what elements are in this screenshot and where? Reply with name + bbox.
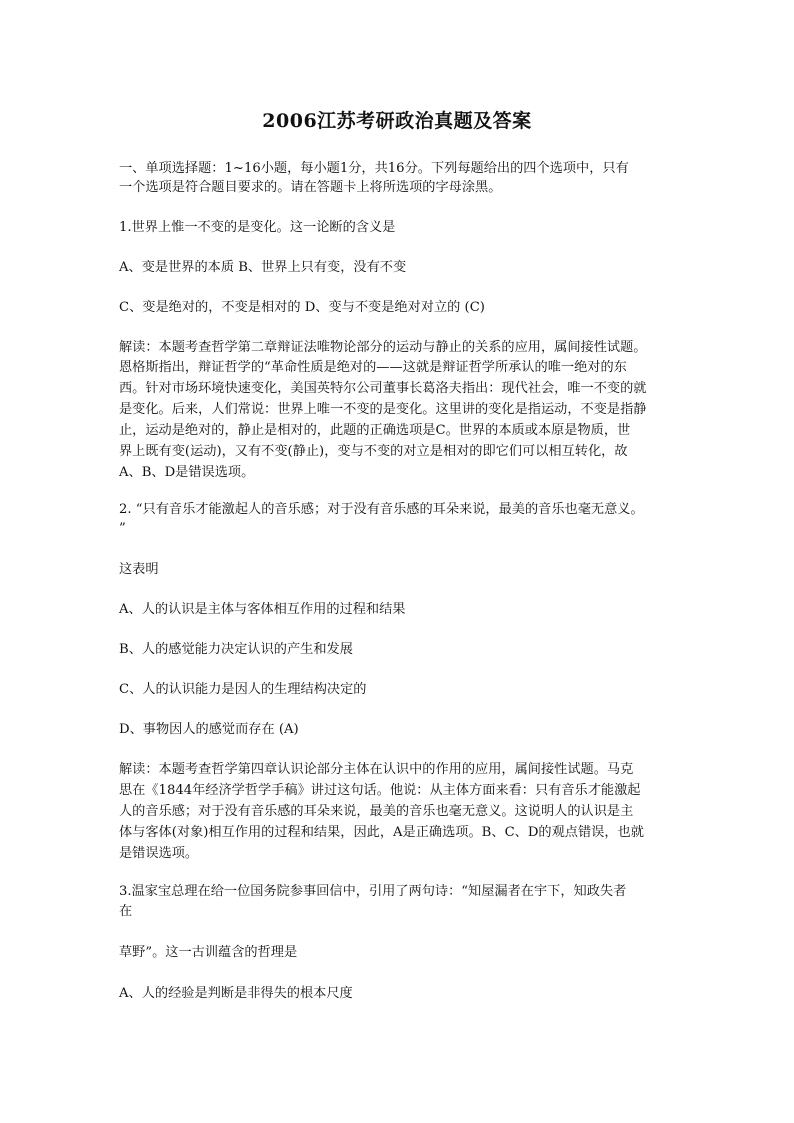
question-1-explanation-line: 是变化。后来，人们常说：世界上唯一不变的是变化。这里讲的变化是指运动，不变是指静 [119,402,647,417]
question-1-stem: 1.世界上惟一不变的是变化。这一论断的含义是 [119,220,396,235]
question-2-explanation-line: 思在《1844年经济学哲学手稿》讲过这句话。他说：从主体方面来看：只有音乐才能激起 [119,783,641,798]
question-2-option-a: A、人的认识是主体与客体相互作用的过程和结果 [119,602,406,617]
page-title: 2006江苏考研政治真题及答案 [262,110,532,132]
question-1-explanation-line: 解读：本题考查哲学第二章辩证法唯物论部分的运动与静止的关系的应用，属间接性试题。 [119,340,647,355]
question-1-explanation-line: 西。针对市场环境快速变化，美国英特尔公司董事长葛洛夫指出：现代社会，唯一不变的就 [119,381,647,396]
section-intro-line-1: 一、单项选择题：1~16小题，每小题1分，共16分。下列每题给出的四个选项中，只有 [119,161,629,176]
question-1-options-ab: A、变是世界的本质 B、世界上只有变，没有不变 [119,260,407,275]
question-1-explanation-line: A、B、D是错误选项。 [119,465,255,480]
question-2-explanation-line: 体与客体(对象)相互作用的过程和结果，因此，A是正确选项。B、C、D的观点错误，也就 [119,825,644,840]
question-1-explanation-line: 止，运动是绝对的，静止是相对的，此题的正确选项是C。世界的本质或本原是物质，世 [119,423,631,438]
question-3-stem-continued: 草野”。这一古训蕴含的哲理是 [119,945,298,960]
section-intro-line-2: 一个选项是符合题目要求的。请在答题卡上将所选项的字母涂黑。 [119,180,502,195]
question-2-option-c: C、人的认识能力是因人的生理结构决定的 [119,682,367,697]
question-3-stem-continued: 在 [119,904,133,919]
question-2-stem-continued: ” [119,521,126,536]
question-2-explanation-line: 人的音乐感；对于没有音乐感的耳朵来说，最美的音乐也毫无意义。这说明人的认识是主 [119,804,634,819]
question-2-stem: 2. “只有音乐才能激起人的音乐感；对于没有音乐感的耳朵来说，最美的音乐也毫无意义。 [119,502,644,517]
question-3-stem: 3.温家宝总理在给一位国务院参事回信中，引用了两句诗：“知屋漏者在宇下，知政失者 [119,884,627,899]
question-3-option-a: A、人的经验是判断是非得失的根本尺度 [119,986,353,1001]
question-2-explanation-line: 是错误选项。 [119,846,199,861]
question-1-explanation-line: 界上既有变(运动)，又有不变(静止)，变与不变的对立是相对的即它们可以相互转化，故 [119,444,628,459]
question-2-prompt: 这表明 [119,562,159,577]
question-2-explanation-line: 解读：本题考查哲学第四章认识论部分主体在认识中的作用的应用，属间接性试题。马克 [119,762,634,777]
question-2-option-d: D、事物因人的感觉而存在 (A) [119,722,299,737]
question-1-options-cd: C、变是绝对的，不变是相对的 D、变与不变是绝对对立的 (C) [119,300,485,315]
question-2-option-b: B、人的感觉能力决定认识的产生和发展 [119,642,353,657]
question-1-explanation-line: 恩格斯指出，辩证哲学的“革命性质是绝对的——这就是辩证哲学所承认的唯一绝对的东 [119,360,627,375]
